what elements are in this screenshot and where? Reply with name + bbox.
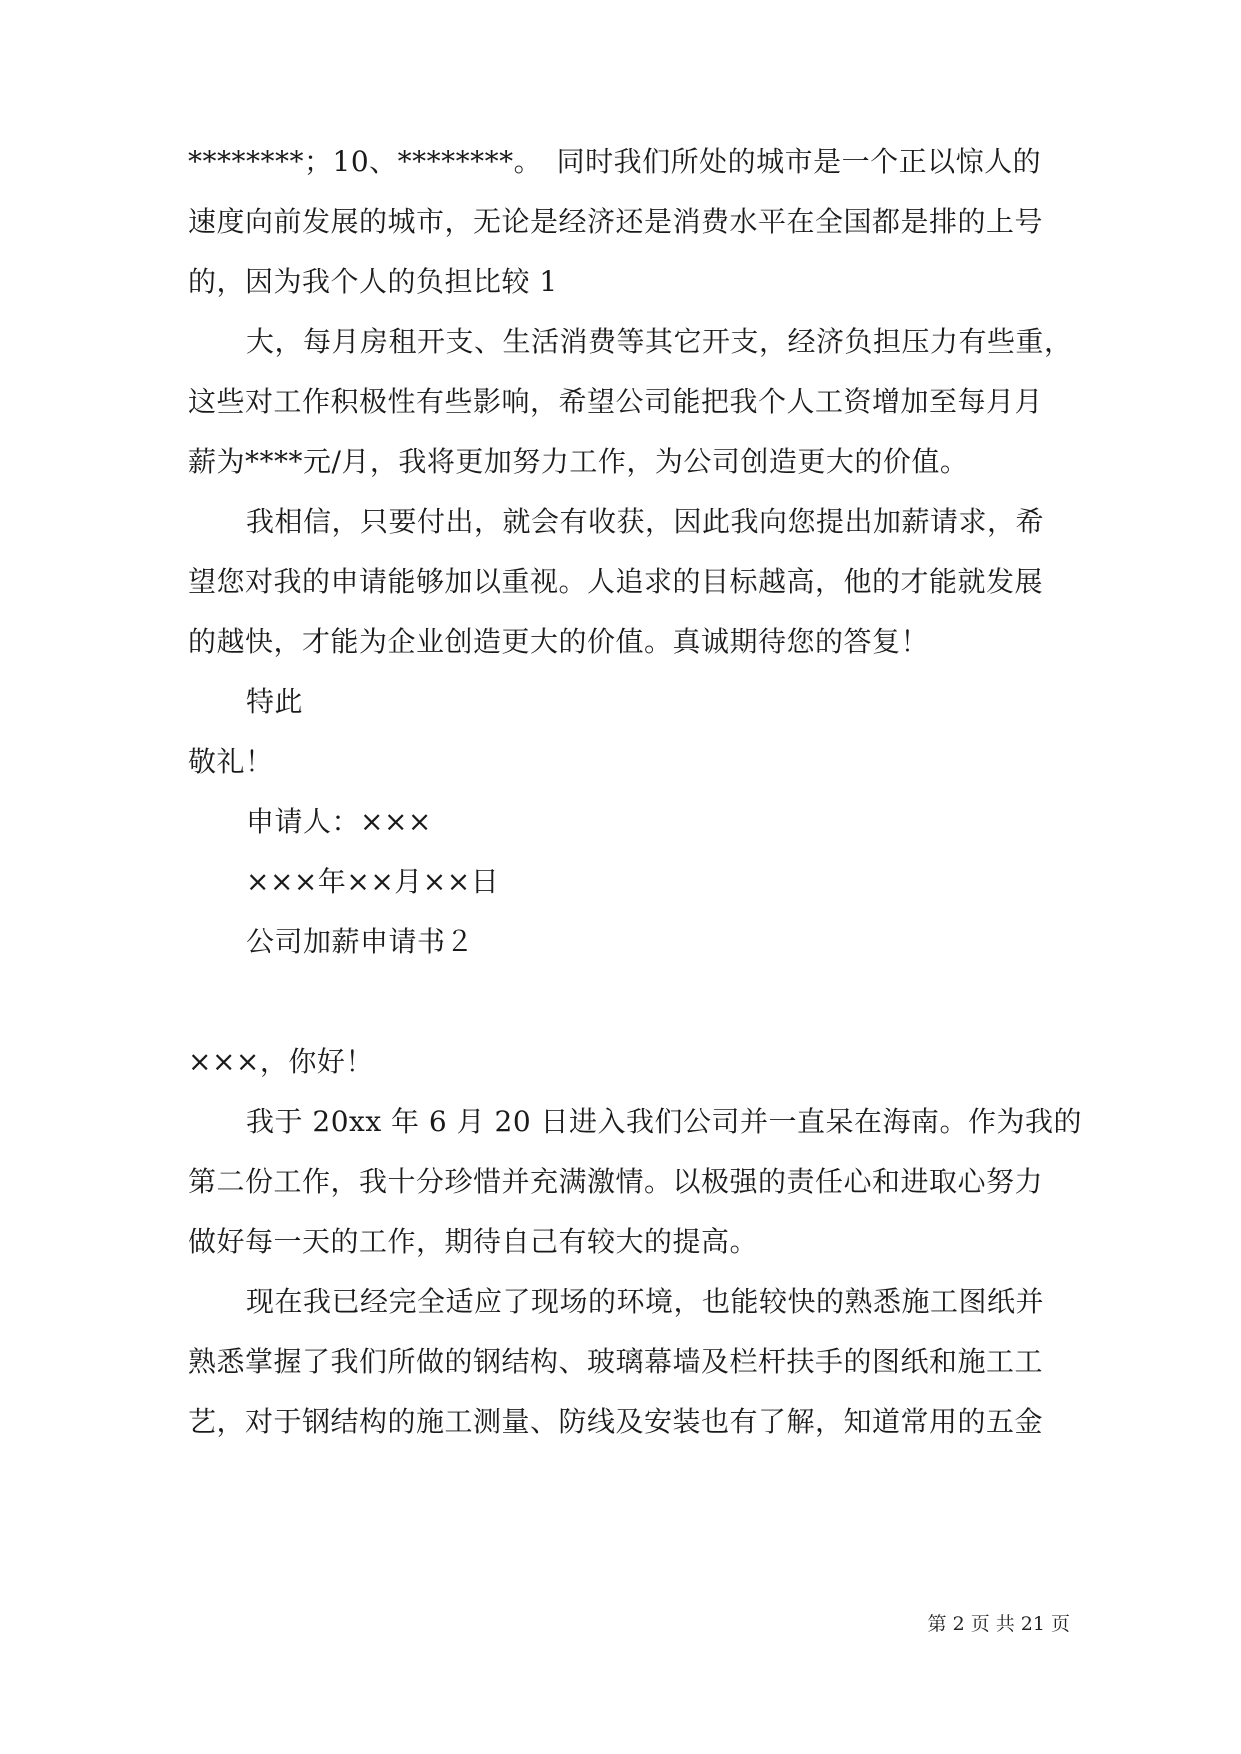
- paragraph-3-line-1: 我相信，只要付出，就会有收获，因此我向您提出加薪请求，希: [246, 505, 1045, 538]
- section-title: 公司加薪申请书２: [246, 925, 475, 958]
- paragraph-5-line-1: 现在我已经完全适应了现场的环境，也能较快的熟悉施工图纸并: [246, 1285, 1045, 1318]
- paragraph-3-line-3: 的越快，才能为企业创造更大的价值。真诚期待您的答复！: [188, 625, 930, 658]
- closing-tecj: 特此: [246, 685, 304, 718]
- paragraph-1-line-1: ********；10、********。 同时我们所处的城市是一个正以惊人的: [188, 145, 1042, 178]
- paragraph-2-line-1: 大，每月房租开支、生活消费等其它开支，经济负担压力有些重，: [246, 325, 1073, 358]
- greeting: ×××，你好！: [188, 1045, 374, 1078]
- application-date: ×××年××月××日: [246, 865, 500, 898]
- paragraph-4-line-1: 我于 20xx 年 6 月 20 日进入我们公司并一直呆在海南。作为我的: [246, 1105, 1083, 1138]
- paragraph-5-line-2: 熟悉掌握了我们所做的钢结构、玻璃幕墙及栏杆扶手的图纸和施工工: [188, 1345, 1044, 1378]
- paragraph-2-line-3: 薪为****元/月，我将更加努力工作，为公司创造更大的价值。: [188, 445, 969, 478]
- paragraph-3-line-2: 望您对我的申请能够加以重视。人追求的目标越高，他的才能就发展: [188, 565, 1044, 598]
- paragraph-4-line-2: 第二份工作，我十分珍惜并充满激情。以极强的责任心和进取心努力: [188, 1165, 1044, 1198]
- paragraph-1-line-2: 速度向前发展的城市，无论是经济还是消费水平在全国都是排的上号: [188, 205, 1044, 238]
- paragraph-4-line-3: 做好每一天的工作，期待自己有较大的提高。: [188, 1225, 759, 1258]
- paragraph-1-line-3: 的，因为我个人的负担比较 1: [188, 265, 558, 298]
- paragraph-2-line-2: 这些对工作积极性有些影响，希望公司能把我个人工资增加至每月月: [188, 385, 1044, 418]
- closing-salutation: 敬礼！: [188, 745, 274, 778]
- page-number-footer: 第 2 页 共 21 页: [927, 1613, 1070, 1635]
- paragraph-5-line-3: 艺，对于钢结构的施工测量、防线及安装也有了解，知道常用的五金: [188, 1405, 1044, 1438]
- applicant-signature: 申请人：×××: [246, 805, 432, 838]
